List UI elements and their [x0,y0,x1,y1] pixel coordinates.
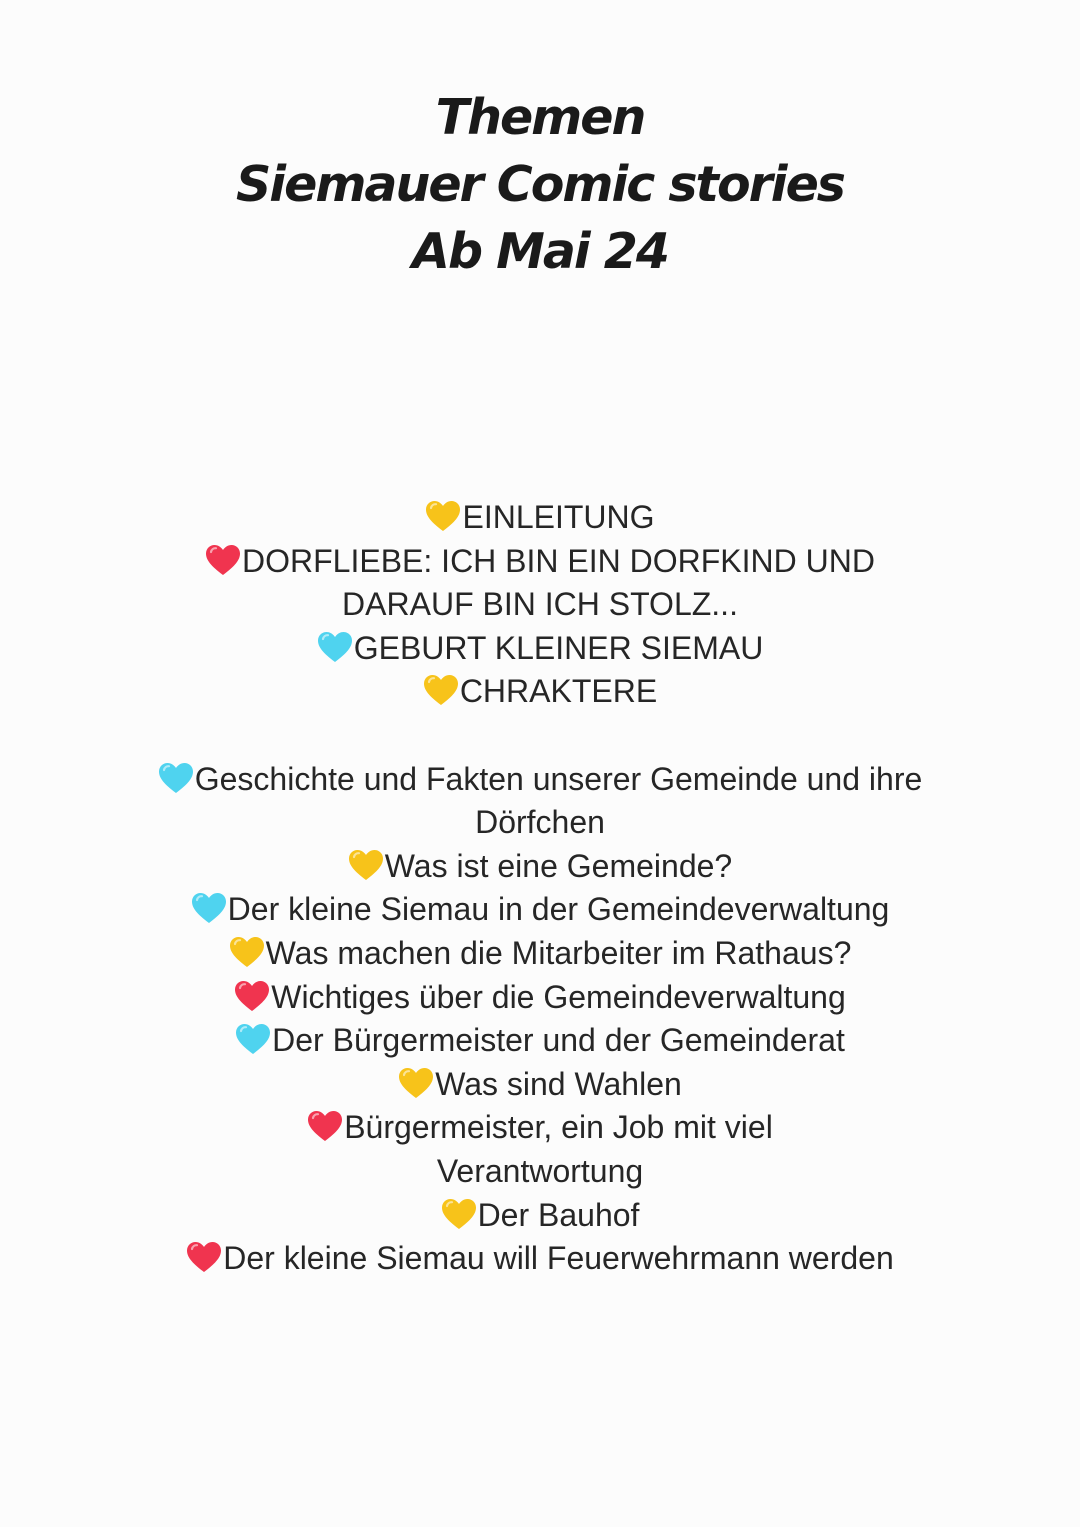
red-heart-icon [205,544,241,577]
list-item [150,888,930,932]
list-item [150,1194,930,1238]
list-item [150,540,930,627]
red-heart-icon [307,1110,343,1143]
item-text: Der kleine Siemau will Feuerwehrmann werden [223,1240,894,1277]
blue-heart-icon [235,1023,271,1056]
list-item [150,1237,930,1281]
list-item [150,1063,930,1107]
yellow-heart-icon [441,1198,477,1231]
list-item [150,496,930,540]
item-text: Wichtiges über die Gemeindeverwaltung [271,978,846,1015]
item-text: Was machen die Mitarbeiter im Rathaus? [265,934,852,971]
list-item [150,1019,930,1063]
yellow-heart-icon [348,849,384,882]
title-line-themen: Themen [435,89,645,146]
item-text: DORFLIEBE: ICH BIN EIN DORFKIND UND DARAUF BIN ICH STOLZ... [242,542,875,623]
list-item [150,976,930,1020]
item-text: Was ist eine Gemeinde? [384,847,733,884]
item-text: Was sind Wahlen [435,1065,682,1102]
item-text: CHRAKTERE [459,673,658,710]
topic-list [0,496,1080,1281]
page-title [0,84,1080,285]
blue-heart-icon [191,892,227,925]
red-heart-icon [234,980,270,1013]
yellow-heart-icon [425,500,461,533]
item-text: Der Bürgermeister und der Gemeinderat [272,1022,845,1059]
blue-heart-icon [158,762,194,795]
list-item [150,627,930,671]
yellow-heart-icon [423,674,459,707]
blank-line [0,714,1080,758]
item-text: Der Bauhof [477,1196,640,1233]
list-item [150,670,930,714]
title-line-series: Siemauer Comic stories [236,156,844,213]
red-heart-icon [186,1241,222,1274]
title-line-date: Ab Mai 24 [412,223,668,280]
yellow-heart-icon [398,1067,434,1100]
item-text: Geschichte und Fakten unserer Gemeinde und ihre Dörfchen [194,760,923,841]
yellow-heart-icon [229,936,265,969]
item-text: GEBURT KLEINER SIEMAU [353,629,764,666]
item-text: Der kleine Siemau in der Gemeindeverwaltung [227,891,890,928]
blue-heart-icon [317,631,353,664]
item-text: Bürgermeister, ein Job mit viel Verantwortung [344,1109,773,1189]
list-item [150,758,930,845]
list-item [150,932,930,976]
list-item [150,845,930,889]
list-item [290,1106,790,1193]
item-text: EINLEITUNG [462,499,655,535]
